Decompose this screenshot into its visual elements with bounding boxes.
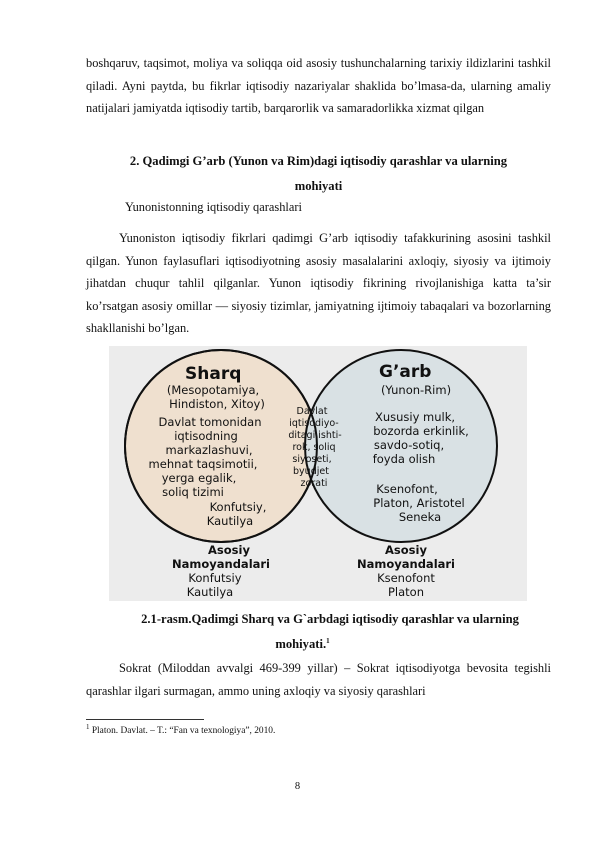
garb-title: G’arb: [379, 362, 432, 382]
left-bottom-label-1: Asosiy: [208, 543, 250, 557]
sharq-point-1: Davlat tomonidan: [158, 415, 262, 429]
right-bottom-label-1: Asosiy: [385, 543, 427, 557]
overlap-line-3: ditagi ishti-: [288, 430, 342, 441]
footnote-divider: [86, 719, 204, 720]
figure-caption-text: mohiyati.: [275, 637, 327, 652]
left-bottom-label-2: Namoyandalari: [171, 557, 271, 571]
garb-subtitle: (Yunon-Rim): [380, 383, 452, 397]
footnote-mark: 1: [86, 723, 90, 731]
sharq-point-2: iqtisodning: [174, 429, 238, 443]
figure-caption-line-1: 2.1-rasm.Qadimgi Sharq va G`arbdagi iqtisodiy qarashlar va ularning: [141, 612, 519, 626]
sharq-point-3: markazlashuvi,: [165, 443, 253, 457]
sharq-title: Sharq: [185, 364, 242, 384]
overlap-line-5: siyoseti,: [292, 454, 332, 465]
sokrat-paragraph: Sokrat (Miloddan avvalgi 469-399 yillar) – Sokrat iqtisodiyotga bevosita tegishli qarashlar ilgari surmagan, ammo uning axloqiy va siyosiy qarashlari: [86, 661, 551, 698]
right-bottom-person-1: Ksenofont: [377, 571, 435, 585]
overlap-line-4: rok, soliq: [292, 442, 336, 453]
left-bottom-person-1: Konfutsiy: [188, 571, 242, 585]
overlap-line-6: byudjet: [293, 466, 329, 477]
footnote-reference: 1: [326, 637, 330, 645]
venn-diagram-figure: [109, 346, 527, 601]
overlap-line-1: Davlat: [296, 406, 328, 417]
figure-caption-line-2: [70, 630, 535, 655]
footnote: [86, 723, 275, 736]
garb-point-4: foyda olish: [372, 452, 436, 466]
garb-person-1: Ksenofont,: [376, 482, 438, 496]
sharq-point-5: yerga egalik,: [161, 471, 237, 485]
sharq-subtitle-1: (Mesopotamiya,: [166, 383, 260, 397]
overlap-line-7: zorati: [300, 478, 328, 489]
page-number: 8: [294, 781, 301, 792]
footnote-text: Platon. Davlat. – T.: “Fan va texnologiya”, 2010.: [91, 726, 276, 737]
sharq-subtitle-2: Hindiston, Xitoy): [169, 397, 265, 411]
body-paragraph: Yunoniston iqtisodiy fikrlari qadimgi G’arb iqtisodiy tafakkurining asosini tashkil qilgan. Yunon faylasuflari iqtisodiyotning asosiy masalalarini axloqiy, siyosiy va ijtimoiy jihatdan chuqur tahlil qilganlar. Yunon iqtisodiy fikrining rivojlanishiga katta ta’sir ko’rsatgan asosiy omillar — siyosiy tizimlar, jamiyatning ijtimoiy tabaqalari va bozorlarning shakllanishi bo’lgan.: [86, 231, 551, 336]
garb-point-2: bozorda erkinlik,: [373, 424, 469, 438]
left-bottom-person-2: Kautilya: [186, 585, 234, 599]
intro-paragraph: boshqaruv, taqsimot, moliya va soliqqa oid asosiy tushunchalarning tarixiy ildizlarini tashkil qiladi. Ayni paytda, bu fikrlar iqtisodiy nazariyalar shaklida bo’lmasa-da, ularning amaliy natijalari jamiyatda iqtisodiy tartib, barqarorlik va samaradorlikka xizmat qilgan: [86, 56, 551, 116]
right-bottom-label-2: Namoyandalari: [356, 557, 456, 571]
sharq-person-1: Konfutsiy,: [209, 500, 267, 514]
venn-diagram: [109, 346, 527, 601]
garb-person-3: Seneka: [398, 510, 442, 524]
garb-person-2: Platon, Aristotel: [373, 496, 465, 510]
subheading: Yunonistonning iqtisodiy qarashlari: [125, 200, 302, 214]
sharq-person-2: Kautilya: [206, 514, 254, 528]
section-heading-line-2: mohiyati: [294, 179, 343, 193]
garb-point-1: Xususiy mulk,: [374, 410, 456, 424]
right-bottom-person-2: Platon: [387, 585, 425, 599]
section-heading-line-1: 2. Qadimgi G’arb (Yunon va Rim)dagi iqtisodiy qarashlar va ularning: [129, 154, 508, 168]
sharq-point-6: soliq tizimi: [162, 485, 224, 499]
sharq-point-4: mehnat taqsimotii,: [148, 457, 258, 471]
garb-point-3: savdo-sotiq,: [373, 438, 445, 452]
overlap-line-2: iqtisodiyo-: [289, 418, 339, 429]
